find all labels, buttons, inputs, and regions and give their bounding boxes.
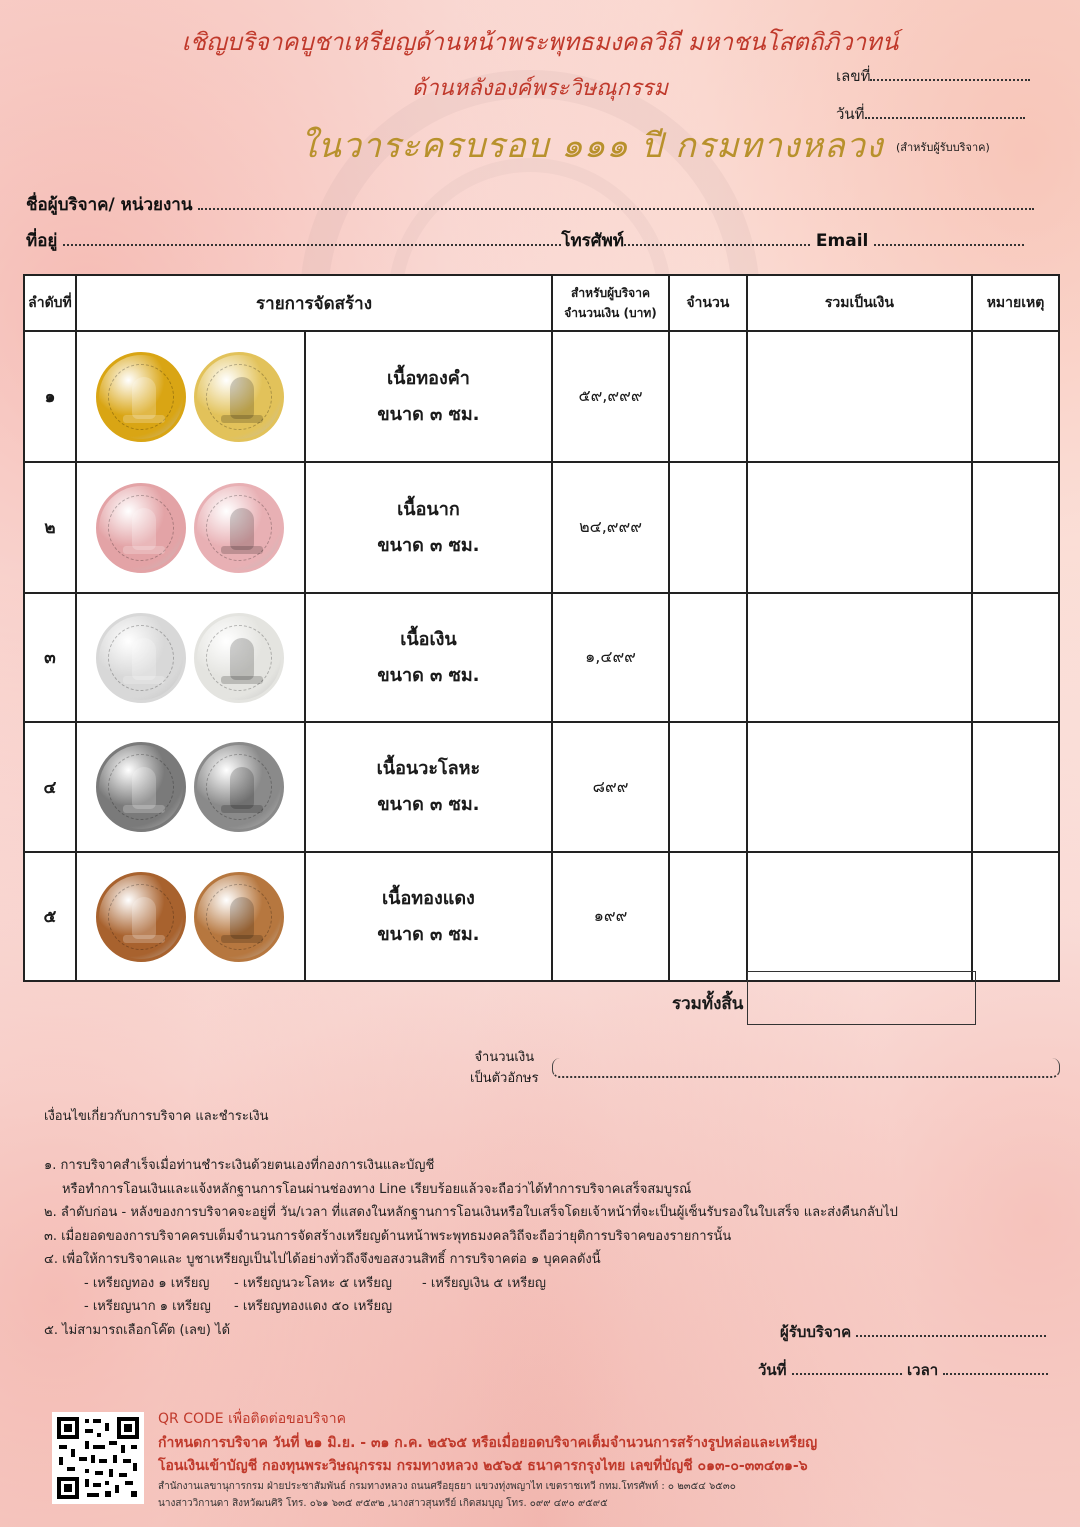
row-number: ๓ — [24, 593, 76, 722]
header-note: หมายเหตุ — [972, 275, 1059, 331]
email-label: Email — [815, 231, 869, 251]
donor-name-label: ชื่อผู้บริจาค/ หน่วยงาน — [26, 195, 193, 215]
row-number: ๒ — [24, 462, 76, 593]
receiver-date-field — [758, 1358, 1048, 1382]
title-line-1: เชิญบริจาคบูชาเหรียญด้านหน้าพระพุทธมงคลวิถี มหาชนโสตถิภิวาทน์ — [181, 28, 899, 56]
receipt-date-label: วันที่ — [836, 105, 865, 123]
coin-size: ขนาด ๓ ซม. — [377, 403, 480, 425]
qr-caption: QR CODE เพื่อติดต่อขอบริจาค — [158, 1411, 346, 1427]
condition-4: ๔. เพื่อให้การบริจาคและ บูชาเหรียญเป็นไปได้อย่างทั่วถึงจึงขอสงวนสิทธิ์ การบริจาคต่อ ๑ บุคคลดังนี้ — [44, 1252, 601, 1267]
header-price — [552, 275, 669, 331]
address-field — [26, 227, 1024, 254]
material-cell — [305, 462, 552, 593]
row-number: ๑ — [24, 331, 76, 462]
header-item: รายการจัดสร้าง — [76, 275, 552, 331]
silver-coin-icon-back — [194, 613, 284, 703]
unit-price: ๘๙๙ — [552, 722, 669, 852]
condition-2: ๒. ลำดับก่อน - หลังของการบริจาคจะอยู่ที่ วัน/เวลา ที่แสดงในหลักฐานการโอนเงินหรือใบเสร็จโดยเจ้าหน้าที่จะเป็นผู้เซ็นรับรองในใบเสร็จ และส่งคืนกลับไป — [44, 1205, 898, 1220]
grand-total-box[interactable] — [747, 971, 976, 1025]
receipt-number-blank[interactable] — [870, 79, 1030, 81]
table-row — [24, 462, 1059, 593]
receipt-number-label: เลขที่ — [836, 67, 871, 85]
limit-pink-gold: - เหรียญนาก ๑ เหรียญ — [84, 1299, 211, 1314]
donation-items-table — [23, 274, 1060, 982]
contact-persons: นางสาววิกานดา สิงหวัฒนศิริ โทร. ๐๖๑ ๖๓๕ ๙๕๙๒ ,นางสาวสุนทรีย์ เกิดสมบุญ โทร. ๐๙๙ ๔๙๐ ๙๕๙๕ — [158, 1498, 608, 1509]
amount-cell[interactable] — [747, 462, 972, 593]
receiver-time-label: เวลา — [907, 1361, 939, 1379]
receiver-label: ผู้รับบริจาค — [780, 1323, 852, 1341]
coin-images — [76, 852, 305, 981]
coin-size: ขนาด ๓ ซม. — [377, 534, 480, 556]
grand-total-label: รวมทั้งสิ้น — [672, 994, 744, 1014]
amount-words-line1: จำนวนเงิน — [474, 1050, 535, 1065]
copper-coin-icon-back — [194, 872, 284, 962]
material-cell — [305, 593, 552, 722]
phone-label: โทรศัพท์ — [561, 231, 624, 251]
coin-images — [76, 593, 305, 722]
limit-alloy: - เหรียญนวะโลหะ ๕ เหรียญ — [234, 1275, 392, 1291]
material-name: เนื้อนวะโลหะ — [376, 758, 481, 779]
limit-silver: - เหรียญเงิน ๕ เหรียญ — [422, 1275, 546, 1291]
condition-1: ๑. การบริจาคสำเร็จเมื่อท่านชำระเงินด้วยตนเองที่กองการเงินและบัญชี — [44, 1158, 435, 1173]
note-cell[interactable] — [972, 462, 1059, 593]
table-row — [24, 852, 1059, 981]
address-label: ที่อยู่ — [26, 231, 58, 251]
quantity-cell[interactable] — [669, 331, 747, 462]
quantity-cell[interactable] — [669, 593, 747, 722]
alloy-coin-icon-front — [96, 742, 186, 832]
bank-account: โอนเงินเข้าบัญชี กองทุนพระวิษณุกรรม กรมทางหลวง ๒๕๖๕ ธนาคารกรุงไทย เลขที่บัญชี ๐๑๓-๐-๓๓๔๓๑-๖ — [158, 1458, 808, 1474]
conditions-title: เงื่อนไขเกี่ยวกับการบริจาค และชำระเงิน — [44, 1109, 269, 1124]
unit-price: ๒๔,๙๙๙ — [552, 462, 669, 593]
alloy-coin-icon-back — [194, 742, 284, 832]
unit-price: ๑๙๙ — [552, 852, 669, 981]
material-cell — [305, 852, 552, 981]
note-cell[interactable] — [972, 722, 1059, 852]
limits-row-2 — [44, 1295, 1024, 1319]
material-cell — [305, 722, 552, 852]
coin-images — [76, 722, 305, 852]
receiver-blank[interactable] — [856, 1335, 1046, 1337]
pink-gold-coin-icon-back — [194, 483, 284, 573]
gold-coin-icon-front — [96, 352, 186, 442]
coin-images — [76, 462, 305, 593]
quantity-cell[interactable] — [669, 722, 747, 852]
limit-copper: - เหรียญทองแดง ๕๐ เหรียญ — [234, 1299, 393, 1314]
receipt-date-field — [836, 102, 1025, 126]
qr-code-icon — [55, 1415, 141, 1501]
note-cell[interactable] — [972, 593, 1059, 722]
qr-code[interactable] — [52, 1412, 144, 1504]
material-name: เนื้อทองแดง — [382, 887, 475, 909]
gold-coin-icon-back — [194, 352, 284, 442]
amount-cell[interactable] — [747, 852, 972, 981]
row-number: ๔ — [24, 722, 76, 852]
amount-cell[interactable] — [747, 593, 972, 722]
table-header-row — [24, 275, 1059, 331]
amount-words-label — [470, 1047, 539, 1089]
unit-price: ๕๙,๙๙๙ — [552, 331, 669, 462]
receiver-date-label: วันที่ — [758, 1361, 787, 1379]
table-row — [24, 722, 1059, 852]
office-address: สำนักงานเลขานุการกรม ฝ่ายประชาสัมพันธ์ กรมทางหลวง ถนนศรีอยุธยา แขวงทุ่งพญาไท เขตราชเทวี กทม.โทรศัพท์ : ๐ ๒๓๕๔ ๖๕๓๐ — [158, 1481, 736, 1492]
silver-coin-icon-front — [96, 613, 186, 703]
header-price-line2: จำนวนเงิน (บาท) — [564, 306, 657, 320]
coin-size: ขนาด ๓ ซม. — [377, 794, 480, 815]
note-cell[interactable] — [972, 331, 1059, 462]
limits-row-1 — [44, 1272, 1024, 1296]
address-blank[interactable] — [63, 244, 561, 246]
donation-period: กำหนดการบริจาค วันที่ ๒๑ มิ.ย. - ๓๑ ก.ค. ๒๕๖๕ หรือเมื่อยอดบริจาคเต็มจำนวนการสร้างรูปหล่อและเหรียญ — [158, 1435, 818, 1451]
receipt-date-blank[interactable] — [865, 117, 1025, 119]
material-name: เนื้อเงิน — [400, 628, 457, 650]
coin-size: ขนาด ๓ ซม. — [377, 664, 480, 686]
conditions-list — [44, 1154, 1024, 1342]
header-price-line1: สำหรับผู้บริจาค — [571, 286, 650, 300]
header-no: ลำดับที่ — [24, 275, 76, 331]
table-row — [24, 593, 1059, 722]
material-name: เนื้อทองคำ — [387, 367, 470, 389]
amount-words-line2: เป็นตัวอักษร — [470, 1071, 539, 1086]
donor-name-field — [26, 191, 1034, 218]
material-cell — [305, 331, 552, 462]
receiver-time-blank[interactable] — [943, 1373, 1048, 1375]
note-cell[interactable] — [972, 852, 1059, 981]
limit-gold: - เหรียญทอง ๑ เหรียญ — [84, 1275, 210, 1291]
donor-name-blank[interactable] — [198, 208, 1034, 210]
table-row — [24, 331, 1059, 462]
receiver-date-blank[interactable] — [792, 1373, 902, 1375]
copper-coin-icon-front — [96, 872, 186, 962]
phone-blank[interactable] — [624, 244, 810, 246]
anniversary-title: ในวาระครบรอบ ๑๑๑ ปี กรมทางหลวง — [300, 126, 884, 166]
header-amount: รวมเป็นเงิน — [747, 275, 972, 331]
pink-gold-coin-icon-front — [96, 483, 186, 573]
condition-5: ๕. ไม่สามารถเลือกโค๊ต (เลข) ได้ — [44, 1322, 231, 1338]
email-blank[interactable] — [874, 244, 1024, 246]
condition-1-cont: หรือทำการโอนเงินและแจ้งหลักฐานการโอนผ่านช่องทาง Line เรียบร้อยแล้วจะถือว่าได้ทำการบริจาคเสร็จสมบูรณ์ — [62, 1181, 692, 1197]
amount-cell[interactable] — [747, 722, 972, 852]
title-line-2: ด้านหลังองค์พระวิษณุกรรม — [412, 76, 668, 101]
coin-size: ขนาด ๓ ซม. — [377, 923, 480, 945]
receipt-number-field — [836, 64, 1030, 88]
quantity-cell[interactable] — [669, 462, 747, 593]
coin-images — [76, 331, 305, 462]
recipient-note: (สำหรับผู้รับบริจาค) — [896, 141, 990, 154]
material-name: เนื้อนาก — [397, 498, 460, 520]
header-qty: จำนวน — [669, 275, 747, 331]
unit-price: ๑,๔๙๙ — [552, 593, 669, 722]
quantity-cell[interactable] — [669, 852, 747, 981]
amount-cell[interactable] — [747, 331, 972, 462]
condition-3: ๓. เมื่อยอดของการบริจาคครบเต็มจำนวนการจัดสร้างเหรียญด้านหน้าพระพุทธมงคลวิถีจะถือว่ายุติการบริจาคของรายการนั้น — [44, 1228, 732, 1244]
row-number: ๕ — [24, 852, 76, 981]
amount-words-blank[interactable] — [552, 1058, 1060, 1078]
receiver-field — [780, 1320, 1046, 1344]
